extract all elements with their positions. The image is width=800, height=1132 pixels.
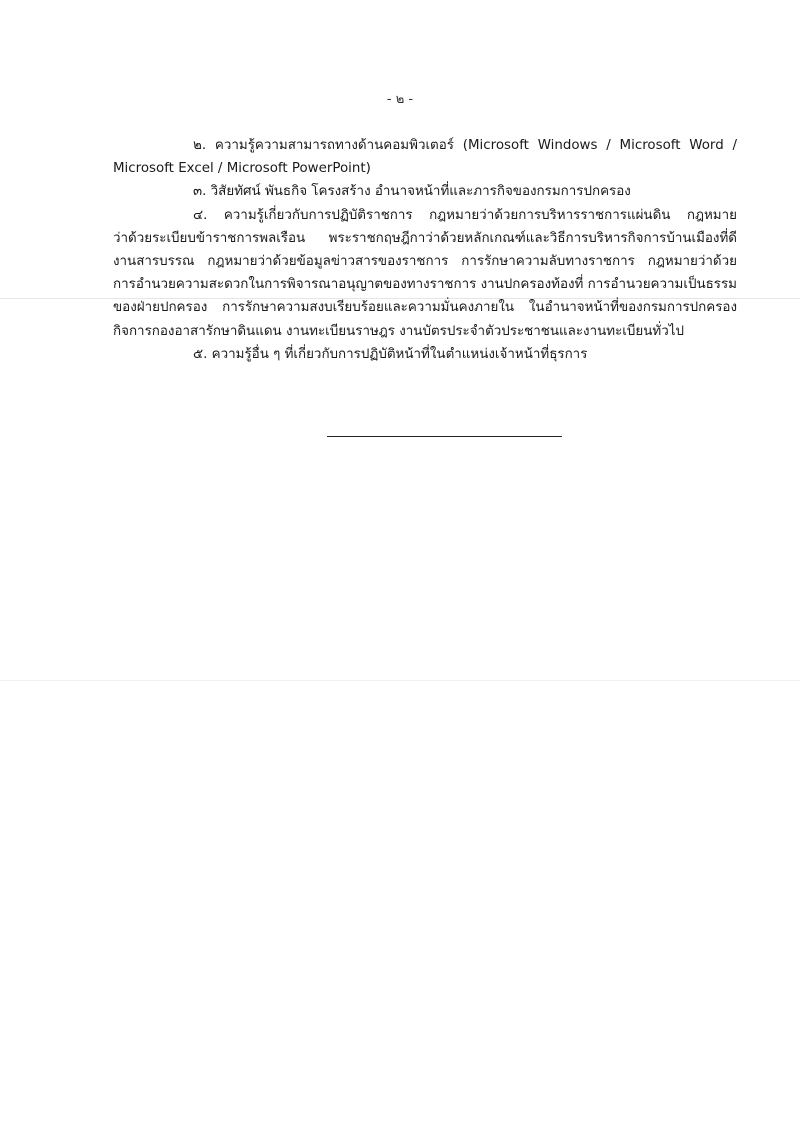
text-line: ๒. ความรู้ความสามารถทางด้านคอมพิวเตอร์ (Microsoft Windows / Microsoft Word / bbox=[193, 138, 737, 153]
text-line: ๔. ความรู้เกี่ยวกับการปฏิบัติราชการ กฎหมายว่าด้วยการบริหารราชการแผ่นดิน กฎหมาย bbox=[193, 207, 737, 223]
text-line: กิจการกองอาสารักษาดินแดน งานทะเบียนราษฎร งานบัตรประจำตัวประชาชนและงานทะเบียนทั่วไป bbox=[113, 323, 684, 339]
list-item-computer-skills bbox=[113, 134, 737, 180]
text-line: การอำนวยความสะดวกในการพิจารณาอนุญาตของทางราชการ งานปกครองท้องที่ การอำนวยความเป็นธรรม bbox=[113, 277, 737, 293]
scan-artifact-line bbox=[0, 680, 800, 681]
text-line: ๓. วิสัยทัศน์ พันธกิจ โครงสร้าง อำนาจหน้าที่และภารกิจของกรมการปกครอง bbox=[193, 184, 631, 200]
text-line: ว่าด้วยระเบียบข้าราชการพลเรือน พระราชกฤษฎีกาว่าด้วยหลักเกณฑ์และวิธีการบริหารกิจการบ้านเมืองที่ดี bbox=[113, 230, 737, 246]
text-line: ของฝ่ายปกครอง การรักษาความสงบเรียบร้อยและความมั่นคงภายใน ในอำนาจหน้าที่ของกรมการปกครอง bbox=[113, 300, 737, 316]
text-line: Microsoft Excel / Microsoft PowerPoint) bbox=[113, 161, 371, 177]
list-item-government-knowledge bbox=[113, 204, 737, 343]
end-of-document-rule bbox=[327, 436, 562, 437]
page-number: - ๒ - bbox=[386, 92, 414, 107]
list-item-vision-mission bbox=[113, 180, 737, 203]
document-body bbox=[113, 134, 737, 366]
text-line: งานสารบรรณ กฎหมายว่าด้วยข้อมูลข่าวสารของราชการ การรักษาความลับทางราชการ กฎหมายว่าด้วย bbox=[113, 253, 737, 269]
text-line: ๕. ความรู้อื่น ๆ ที่เกี่ยวกับการปฏิบัติหน้าที่ในตำแหน่งเจ้าหน้าที่ธุรการ bbox=[193, 346, 588, 362]
list-item-other-knowledge bbox=[113, 343, 737, 366]
